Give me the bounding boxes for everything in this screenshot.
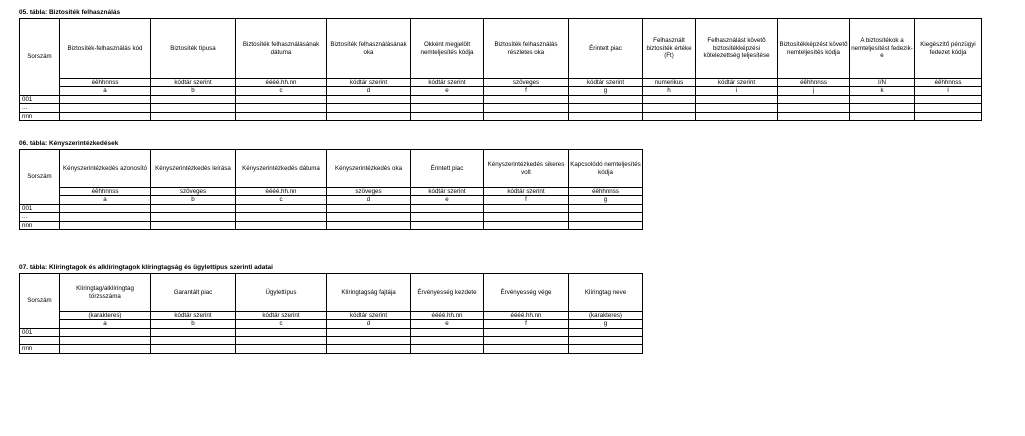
column-letter: e [411,320,484,328]
column-type: éééé.hh.nn [484,312,569,320]
row-number: 001 [20,328,60,336]
row-number: nnn [20,112,60,120]
column-type: kódtár szerint [151,79,236,87]
column-header: Felhasználást követő biztosítékképzési kötelezettség teljesítése [696,19,778,79]
table-row [20,95,982,103]
column-letter: d [327,87,411,95]
table-row [20,213,643,221]
column-letter: g [569,87,643,95]
column-header: A biztosítékok a nemteljesítést fedezik-e [850,19,915,79]
row-number [20,337,60,345]
column-letter: i [696,87,778,95]
column-type: I/N [850,79,915,87]
row-number: ... [20,104,60,112]
column-letter: k [850,87,915,95]
column-type: éêhhnnss [915,79,982,87]
column-letter: b [151,87,236,95]
column-header: Érintett piac [569,19,643,79]
column-type: kódtár szerint [569,79,643,87]
column-header: Felhasznált biztosíték értéke (Ft) [643,19,696,79]
row-header: Sorszám [20,19,60,96]
column-header: Garantált piac [151,274,236,312]
column-header: Kényszerintézkedés oka [327,150,411,188]
data-table [19,273,643,354]
column-type: szöveges [151,188,236,196]
column-header: Érvényesség kezdete [411,274,484,312]
table-row [20,345,643,353]
column-letter: c [236,196,327,204]
table-row [20,328,643,336]
column-type: kódtár szerint [327,312,411,320]
row-header: Sorszám [20,274,60,329]
column-type: (karakteres) [569,312,643,320]
data-table [19,149,643,230]
column-header: Érintett piac [411,150,484,188]
column-type: kódtár szerint [484,188,569,196]
column-letter: b [151,196,236,204]
table-row [20,204,643,212]
column-letter: a [60,87,151,95]
table-title: 05. tábla: Biztosíték felhasználás [19,9,121,16]
column-header: Biztosíték felhasználás részletes oka [484,19,569,79]
column-letter: a [60,320,151,328]
column-header: Kapcsolódó nemteljesítés kódja [569,150,643,188]
column-letter: e [411,87,484,95]
column-type: éêhhnnss [60,79,151,87]
row-number: ... [20,213,60,221]
column-letter: b [151,320,236,328]
column-letter: l [915,87,982,95]
table-title: 07. tábla: Klíringtagok és alklíringtagok klíringtagság és ügylettípus szerinti adatai [19,264,273,271]
column-header: Biztosíték felhasználásának dátuma [236,19,327,79]
table-row [20,104,982,112]
table-row [20,112,982,120]
column-type: éêhhnnss [778,79,850,87]
column-header: Kiegészítő pénzügyi fedezet kódja [915,19,982,79]
column-header: Kényszerintézkedés azonosító [60,150,151,188]
column-type: éêhhnnss [60,188,151,196]
column-type: kódtár szerint [236,312,327,320]
data-table [19,18,982,121]
column-header: Ügylettípus [236,274,327,312]
column-header: Biztosíték típusa [151,19,236,79]
column-type: kódtár szerint [327,79,411,87]
column-type: (karakteres) [60,312,151,320]
column-letter: h [643,87,696,95]
column-letter: j [778,87,850,95]
column-letter: d [327,196,411,204]
column-header: Biztosíték-felhasználás kód [60,19,151,79]
table-title: 06. tábla: Kényszerintézkedések [19,140,119,147]
column-header: Érvényesség vége [484,274,569,312]
column-type: szöveges [484,79,569,87]
column-letter: f [484,320,569,328]
column-letter: e [411,196,484,204]
column-type: kódtár szerint [151,312,236,320]
column-type: éééé.hh.nn [236,79,327,87]
column-header: Kényszerintézkedés dátuma [236,150,327,188]
column-type: kódtár szerint [411,79,484,87]
table-row [20,221,643,229]
column-header: Klíringtag/alklíringtag törzsszáma [60,274,151,312]
column-header: Biztosítékképzést követő nemteljesítés kódja [778,19,850,79]
column-letter: f [484,196,569,204]
column-type: éééé.hh.nn [236,188,327,196]
column-letter: f [484,87,569,95]
row-number: nnn [20,345,60,353]
column-header: Kényszerintézkedés sikeres volt [484,150,569,188]
row-number: nnn [20,221,60,229]
column-type: szöveges [327,188,411,196]
column-letter: g [569,320,643,328]
column-letter: c [236,320,327,328]
column-letter: a [60,196,151,204]
column-letter: c [236,87,327,95]
column-header: Klíringtag neve [569,274,643,312]
column-letter: d [327,320,411,328]
table-row [20,337,643,345]
column-type: éêhhnnss [569,188,643,196]
row-header: Sorszám [20,150,60,205]
column-type: kódtár szerint [696,79,778,87]
column-header: Kényszerintézkedés leírása [151,150,236,188]
row-number: 001 [20,204,60,212]
column-type: numerikus [643,79,696,87]
column-header: Biztosíték felhasználásának oka [327,19,411,79]
table-07-block [19,263,643,354]
table-06-block [19,139,643,230]
row-number: 001 [20,95,60,103]
table-05-block [19,8,982,121]
column-letter: g [569,196,643,204]
column-header: Okként megjelölt nemteljesítés kódja [411,19,484,79]
column-type: kódtár szerint [411,188,484,196]
column-header: Klíringtagság fajtája [327,274,411,312]
column-type: éééé.hh.nn [411,312,484,320]
